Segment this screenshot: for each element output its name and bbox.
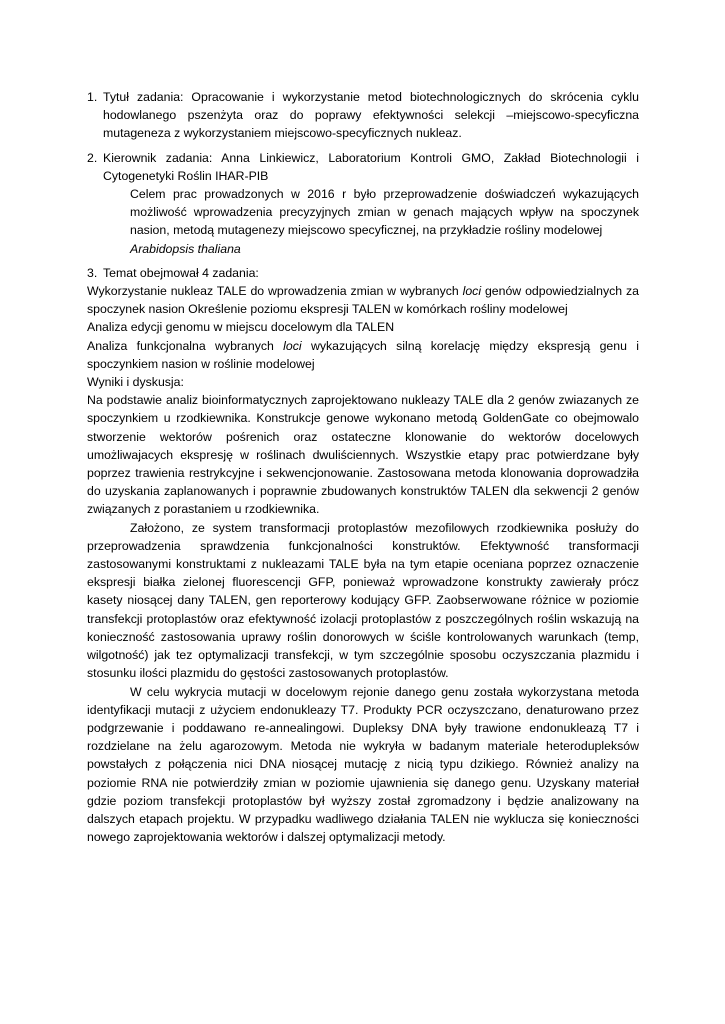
item-tasks xyxy=(87,264,639,282)
task-3 xyxy=(87,337,639,373)
goal-paragraph xyxy=(87,185,639,258)
item-number: 2. xyxy=(87,150,98,165)
tasks-intro-text: Temat obejmował 4 zadania: xyxy=(103,265,259,280)
goal-text-wrapper xyxy=(130,185,639,258)
task-1-text-b: genów odpowiedzialnych za spoczynek nasion Określenie poziomu ekspresji TALEN w komórkach rośliny modelowej xyxy=(87,284,639,317)
task-manager-text: Kierownik zadania: Anna Linkiewicz, Laboratorium Kontroli GMO, Zakład Biotechnologii i Cytogenetyki Roślin IHAR-PIB xyxy=(103,150,639,183)
task-1 xyxy=(87,282,639,318)
item-title xyxy=(87,88,639,143)
item-number: 1. xyxy=(87,90,98,104)
document-page xyxy=(87,88,639,846)
task-1-loci: loci xyxy=(462,284,482,299)
task-3-text-a: Analiza funkcjonalna wybranych xyxy=(87,338,274,353)
results-paragraph-1: Na podstawie analiz bioinformatycznych zaprojektowano nukleazy TALE dla 2 genów zwiazanych ze spoczynkiem u rzodkiewnika. Konstrukcje genowe wykonano metodą GoldenGate co obejmowalo stworzenie wektorów pośrenich oraz ostateczne klonowanie do wektorów docelowych umożliwajacych ekspresję w roślinach dwuliściennych. Wszystkie etapy prac potwierdzane były poprzez trawienia restrykcyjne i sekwencjonowanie. Zastosowana metoda klonowania doprowadziła do uzyskania zaplanowanych i poprawnie zbudowanych konstruktów TALEN dla sekwencji 2 genów związanych z porastaniem u rzodkiewnika. xyxy=(87,393,639,517)
goal-text: Celem prac prowadzonych w 2016 r było przeprowadzenie doświadczeń wykazujących możliwość wprowadzenia precyzyjnych zmian w genach mających wpływ na spoczynek nasion, metodą mutagenezy miejscowo specyficznej, na przykładzie rośliny modelowej xyxy=(130,187,639,238)
species-name: Arabidopsis thaliana xyxy=(130,241,241,256)
item-number: 3. xyxy=(87,265,98,280)
task-3-text-b: wykazujących silną korelację między ekspresją genu i spoczynkiem nasion w roślinie modelowej xyxy=(87,338,639,371)
results-paragraph-3: W celu wykrycia mutacji w docelowym rejonie danego genu została wykorzystana metoda identyfikacji mutacji z użyciem endonukleazy T7. Produkty PCR oczyszczano, denaturowano przez podgrzewanie i poddawano re-annealingowi. Dupleksy DNA były trawione endonukleazą T7 i rozdzielane na żelu agarozowym. Metoda nie wykryła w badanym materiale heterodupleksów powstałych z połączenia nici DNA niosącej mutację z nicią typu dzikiego. Również analizy na poziomie RNA nie potwierdziły zmian w poziomie ujawnienia się danego genu. Uzyskany materiał gdzie poziom transfekcji protoplastów był wyższy został zgromadzony i będzie analizowany na dalszych etapach projektu. W przypadku wadliwego działania TALEN nie wyklucza się konieczności nowego zaprojektowania wektorów i dalszej optymalizacji metody. xyxy=(87,684,639,845)
results-heading: Wyniki i dyskusja: xyxy=(87,375,184,390)
results-paragraph-2: Założono, ze system transformacji protoplastów mezofilowych rzodkiewnika posłuży do przeprowadzenia sprawdzenia funkcjonalności konstruktów. Efektywność transformacji zastosowanymi konstruktami z nukleazami TALE była na tym etapie oceniana poprzez oznaczenie ekspresji białka zielonej fluorescencji GFP, ponieważ wprowadzone konstrukty zawierały prócz kasety niosącej dany TALEN, gen reporterowy kodujący GFP. Zaobserwowane różnice w poziomie transfekcji protoplastów oraz efektywność izolacji protoplastów z poszczególnych roślin wskazują na konieczność zastosowania uprawy roślin donorowych w ściśle kontrolowanych warunkach (temp, wilgotność) jak tez optymalizacji transfekcji, w tym szczególnie sposobu oczyszczania plazmidu i stosunku ilości plazmidu do gęstości zastosowanych protoplastów. xyxy=(87,520,639,681)
task-1-text-a: Wykorzystanie nukleaz TALE do wprowadzenia zmian w wybranych xyxy=(87,284,459,299)
task-title-text: Tytuł zadania: Opracowanie i wykorzystanie metod biotechnologicznych do skrócenia cyklu hodowlanego pszenżyta oraz do poprawy efektywności selekcji –miejscowo-specyficzna mutageneza z wykorzystaniem miejscowo-specyficznych nukleaz. xyxy=(103,90,639,141)
item-manager xyxy=(87,149,639,185)
task-3-loci: loci xyxy=(283,338,302,353)
task-2: Analiza edycji genomu w miejscu docelowym dla TALEN xyxy=(87,320,395,335)
